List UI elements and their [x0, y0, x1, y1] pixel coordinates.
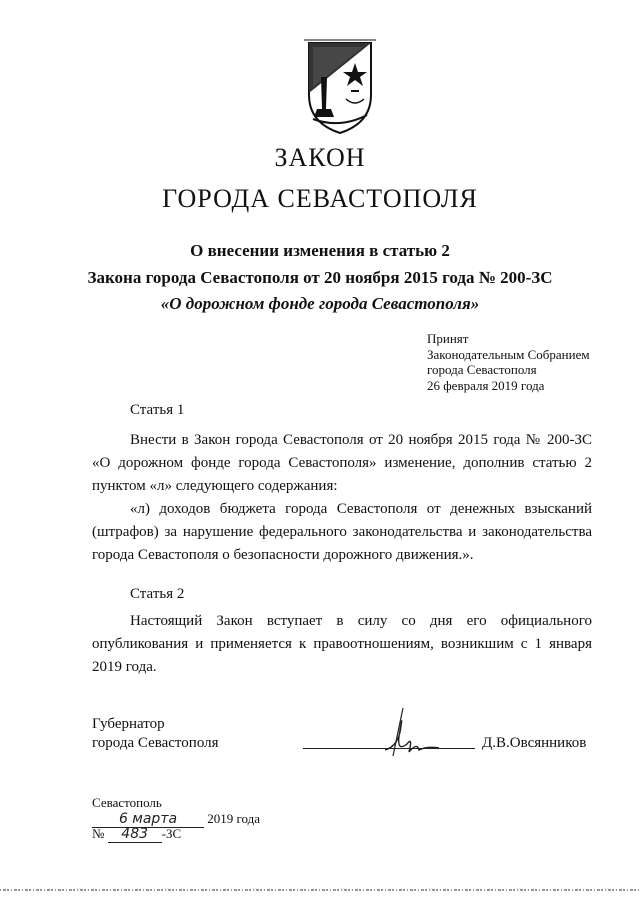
adoption-block	[427, 331, 590, 393]
footer-number-handwritten: 483	[108, 826, 162, 843]
footer-number-prefix: №	[92, 826, 105, 841]
signatory-name: Д.В.Овсянников	[482, 735, 587, 751]
signatory-position-line-2: города Севастополя	[92, 735, 219, 751]
law-subject-line-2: Закона города Севастополя от 20 ноября 2015 года № 200-ЗС	[87, 268, 553, 287]
signatory-position-line-1: Губернатор	[92, 716, 165, 732]
footer-date-handwritten: 6 марта	[92, 811, 204, 828]
law-title: ЗАКОН	[274, 143, 366, 172]
law-subject-line-3: «О дорожном фонде города Севастополя»	[160, 294, 480, 313]
adoption-line-1: Принят	[427, 331, 469, 346]
scan-edge-noise	[0, 887, 640, 893]
footer-number-suffix: -ЗС	[161, 826, 182, 841]
coat-of-arms-icon	[301, 37, 379, 137]
adoption-date: 26 февраля 2019 года	[427, 377, 545, 393]
article-2-heading: Статья 2	[130, 586, 185, 602]
adoption-line-3: города Севастополя	[427, 362, 537, 377]
article-1-heading: Статья 1	[130, 402, 185, 418]
footer-number	[92, 826, 181, 843]
law-title-city: ГОРОДА СЕВАСТОПОЛЯ	[162, 184, 478, 213]
footer-year: 2019 года	[207, 811, 261, 826]
article-1-paragraph-2: «л) доходов бюджета города Севастополя от денежных взысканий (штрафов) за нарушение федерального законодательства и законодательства города Севастополя о безопасности дорожного движения.».	[92, 501, 592, 563]
article-2-paragraph: Настоящий Закон вступает в силу со дня его официального опубликования и применяется к правоотношениям, возникшим с 1 января 2019 года.	[92, 613, 592, 675]
handwritten-signature-icon	[377, 706, 447, 758]
footer-city: Севастополь	[92, 795, 162, 810]
article-1-paragraph-1: Внести в Закон города Севастополя от 20 ноября 2015 года № 200-ЗС «О дорожном фонде города Севастополя» изменение, дополнив статью 2 пунктом «л» следующего содержания:	[92, 432, 592, 494]
law-subject-line-1: О внесении изменения в статью 2	[190, 241, 450, 260]
adoption-line-2: Законодательным Собранием	[427, 346, 590, 362]
signatory-position	[92, 715, 219, 753]
